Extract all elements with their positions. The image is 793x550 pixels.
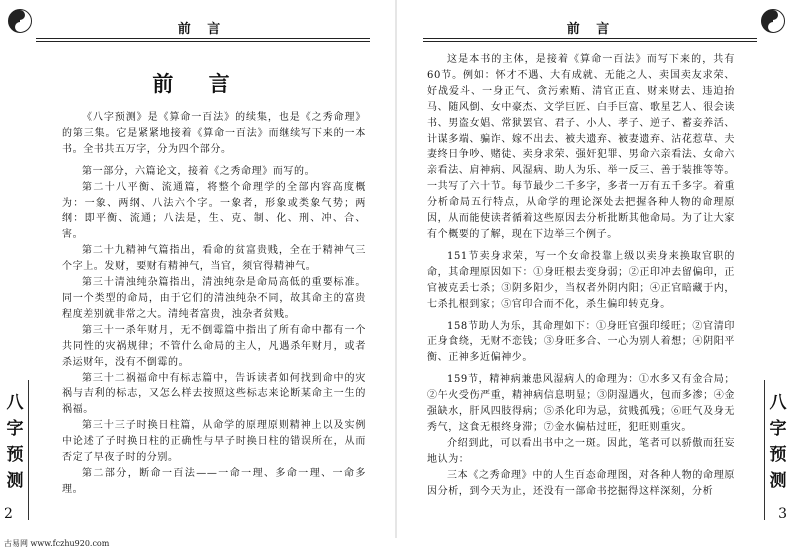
side-char: 字 <box>769 419 787 439</box>
side-char: 预 <box>6 445 24 465</box>
running-header: 前 言 <box>566 22 616 37</box>
footer-watermark <box>0 538 793 550</box>
paragraph: 第二十九精神气篇指出，看命的贫富贵贱，全在于精神气三个字上。发财，要财有精神气，当官，须官得精神气。 <box>62 245 366 273</box>
side-char: 八 <box>6 393 24 413</box>
paragraph: 这是本书的主体，是接着《算命一百法》而写下来的，共有60节。例如：怀才不遇、大有成就、无能之人、卖国卖友求荣、好战爱斗、一身正气、贪污索贿、清官正直、财来财去、违迫抬马、随风倒、女中豪杰、文学巨匠、白手巨富、歌星艺人、很会读书、男盗女娼、常狱罢官、君子、小人、孝子、逆子、蓄妾养活、计谋多端、骗诈、嫁不出去、被夫遗弃、被妻遗弃、沾花惹草、夫妻终日争吵、赌徒、卖身求荣、强奸犯罪、男命六亲看法、女命六亲看法、肩神病、风湿病、助人为乐、举一反三、善于装推等等。一共写了六十节。每节最少二千多字，多者一万有五千多字。着重分析命局五行特点，从命学的理论深处去把握各种人物的命理原因，从而能使读者循着这些原因去分析批断其他命局。为了让大家有个概要的了解，现在下边举三个例子。 <box>427 54 735 240</box>
paragraph: 三本《之秀命理》中的人生百态命理图，对各种人物的命理原因分析，到今天为止，还没有一部命书挖掘得这样深刻，分析 <box>427 469 735 497</box>
side-char: 八 <box>769 393 787 413</box>
left-page <box>0 0 396 538</box>
side-divider <box>28 380 29 520</box>
side-char: 字 <box>6 419 24 439</box>
paragraph: 第二十八平衡、流通篇，将整个命理学的全部内容高度概为：一象、两纲、八法六个字。一象者，形象或类象气势；两纲：即平衡、流通；八法是，生、克、制、化、刑、冲、合、害。 <box>62 181 366 241</box>
page-number: 2 <box>4 506 13 522</box>
paragraph: 介绍到此，可以看出书中之一斑。因此，笔者可以骄傲而狂妄地认为： <box>427 437 735 465</box>
book-title-vertical <box>2 390 28 494</box>
paragraph: 第三十一杀年财月，无不倒霉篇中指出了所有命中都有一个共同性的灾祸规律；不管什么命局的主人，凡遇杀年财月，或者杀运财年，没有不倒霉的。 <box>62 324 366 368</box>
paragraph: 第二部分，断命一百法——一命一理、多命一理、一命多理。 <box>62 467 366 495</box>
paragraph: 第三十三子时换日柱篇，从命学的原理原则精神上以及实例中论述了子时换日柱的正确性与早子时换日柱的错误所在，从而否定了早夜子时的分别。 <box>62 420 366 464</box>
paragraph: 第三十清浊纯杂篇指出，清浊纯杂是命局高低的重要标准。同一个类型的命局，由于它们的清浊纯杂不同，故其命主的富贵程度差别就非常之大。清纯者富贵，浊杂者贫贱。 <box>62 277 366 320</box>
side-char: 测 <box>769 471 787 491</box>
paragraph: 第一部分，六篇论文，接着《之秀命理》而写的。 <box>82 165 316 177</box>
side-char: 测 <box>6 471 24 491</box>
footer-text: 古易网 www.fczhu920.com <box>4 539 110 548</box>
running-header: 前 言 <box>177 22 227 37</box>
chapter-title: 前 言 <box>152 71 244 96</box>
page-number: 3 <box>778 506 787 522</box>
header-divider <box>423 38 757 42</box>
paragraph: 151节卖身求荣，写一个女命投靠上级以卖身来换取官职的命，其命理原因如下：①身旺根去变身弱；②正印冲去留偏印，正官被克丢七杀；③阴多阳少，当权者外阴内阳；④正官暗藏于内，七杀扎根到家；⑤官印合而不化，杀生偏印转克身。 <box>427 250 735 310</box>
header-divider <box>36 38 370 42</box>
right-page <box>397 0 793 538</box>
paragraph: 158节助人为乐，其命理如下：①身旺官强印绥旺；②官清印正身食绕，无财不恋钱；③身旺多合、一心为别人着想；④阴阳平衡、正神多近偏神少。 <box>427 320 735 364</box>
paragraph: 159节，精神病兼患风湿病人的命理为：①水多又有金合局；②午火受伤严重，精神病信息明显；③阴湿遇火，包而多渗；④金强缺水，肝风四肢得病；⑤杀化印为忌，贫贱孤残；⑥旺气及身无秀气，这食无根终身滞；⑦金水偏枯过旺，犯旺则重灾。 <box>427 374 735 433</box>
paragraph: 第三十二祸福命中有标志篇中，告诉读者如何找到命中的灾祸与吉利的标志，又怎么样去按照这些标志来论断某命主一生的祸福。 <box>62 372 366 416</box>
body-text <box>62 110 366 498</box>
body-text <box>427 52 735 499</box>
book-title-vertical <box>765 390 791 494</box>
paragraph: 《八字预测》是《算命一百法》的续集，也是《之秀命理》的第三集。它是紧紧地接着《算命一百法》而继续写下来的一本书。全书共五万字，分为四个部分。 <box>62 112 366 155</box>
side-char: 预 <box>769 445 787 465</box>
